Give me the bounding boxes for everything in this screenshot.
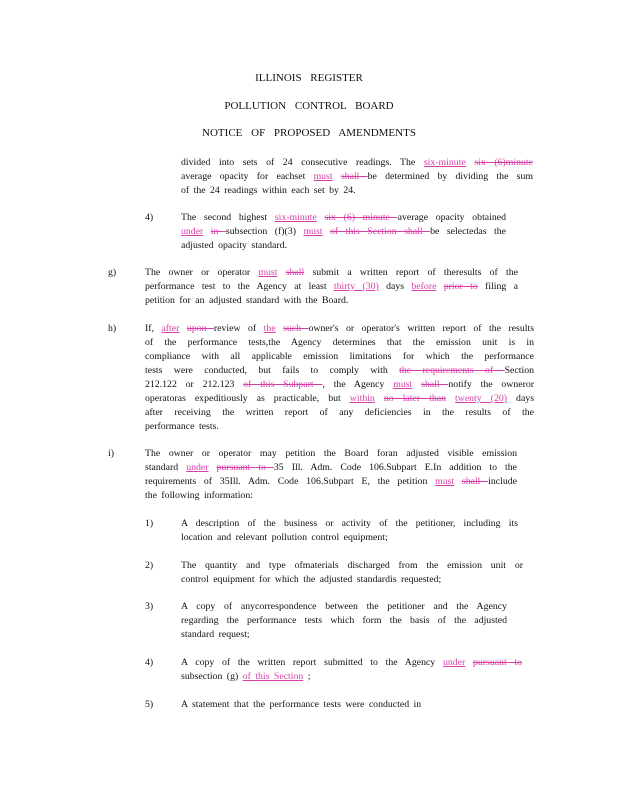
inserted-text: must [393,379,413,390]
deleted-text: shall [421,379,449,390]
subitem-5-label: 5) [145,699,154,710]
text-line: The owner or operator may petition the Board foran adjusted visible emission [145,448,517,459]
text-line: A description of the business or activity of the petitioner, including its [181,518,518,529]
text-line: petition for an adjusted standard with the Board. [145,295,349,306]
text-line: A copy of the written report submitted to the Agency under pursuant to [181,657,523,668]
text-line: control equipment for which the adjusted standardis requested; [181,574,442,585]
text-line: subsection (g) of this Section ; [181,671,311,682]
text-line: The second highest six-minute six (6) minute average opacity obtained [181,212,507,223]
text-line: of the performance tests,the Agency determines that the emission unit is in [145,337,534,348]
inserted-text: under [442,657,466,668]
subitem-3-text [181,600,507,642]
inserted-text: must [303,226,323,237]
text-line: A copy of anycorrespondence between the petitioner and the Agency [181,601,507,612]
text-line: adjusted opacity standard. [181,240,288,251]
text-line: standard under pursuant to 35 Ill. Adm. Code 106.Subpart E.In addition to the [145,462,518,473]
text-line: standard request; [181,629,250,640]
text-line: A statement that the performance tests were conducted in [181,699,422,710]
inserted-text: must [435,476,455,487]
deleted-text: such [283,323,309,334]
subitem-5-text [181,698,481,712]
text-line: regarding the performance tests which form the basis of the adjusted [181,615,507,626]
item-g-label: g) [108,267,117,278]
deleted-text: of this Subpart [243,379,323,390]
deleted-text: six (6) minute [324,212,398,223]
inserted-text: before [411,281,437,292]
subitem-3-label: 3) [145,601,154,612]
item-4-label: 4) [145,212,154,223]
text-line: performance test to the Agency at least thirty (30) days before prior to filing a [145,281,518,292]
item-4-text [181,211,506,253]
text-line: divided into sets of 24 consecutive readings. The six-minute six (6)minute [181,157,534,168]
subitem-1-text [181,517,518,545]
text-line: after receiving the written report of any deficiencies in the results of the [145,407,534,418]
inserted-text: must [258,267,278,278]
item-g-text [145,266,518,308]
item-i-label: i) [108,448,114,459]
inserted-text: under [186,462,209,473]
header-notice: NOTICE OF PROPOSED AMENDMENTS [202,127,416,139]
text-line: If, after upon review of the such owner's or operator's written report of the results [145,323,535,334]
deleted-text: shall [461,476,489,487]
text-line: 212.122 or 212.123 of this Subpart , the Agency must shall notify the owneror [145,379,535,390]
text-line: of the 24 readings within each set by 24. [181,185,356,196]
text-line: average opacity for eachset must shall be determined by dividing the sum [181,171,533,182]
text-line: compliance with all applicable emission limitations for which the performance [145,351,534,362]
text-line: performance tests. [145,421,219,432]
inserted-text: the [263,323,276,334]
deleted-text: six (6)minute [474,157,534,168]
deleted-text: shall [340,171,368,182]
deleted-text: upon [186,323,214,334]
item-i-text [145,447,517,503]
continuation-paragraph [181,156,533,198]
text-line: the following information: [145,490,253,501]
deleted-text: pursuant to [216,462,274,473]
deleted-text: in [210,226,226,237]
inserted-text: must [313,171,333,182]
inserted-text: within [349,393,375,404]
deleted-text: pursuant to [472,657,523,668]
inserted-text: six-minute [274,212,317,223]
inserted-text: under [181,226,204,237]
text-line: tests were conducted, but fails to comply with the requirements of Section [145,365,534,376]
deleted-text: of this Section shall [329,226,431,237]
deleted-text: shall [285,267,305,278]
deleted-text: the requirements of [399,365,505,376]
deleted-text: no later than [383,393,446,404]
subitem-2-text [181,559,523,587]
text-line: under in subsection (f)(3) must of this Section shall be selectedas the [181,226,506,237]
subitem-4-label: 4) [145,657,154,668]
text-line: The quantity and type ofmaterials discharged from the emission unit or [181,560,523,571]
inserted-text: six-minute [423,157,466,168]
header-board: POLLUTION CONTROL BOARD [224,100,394,112]
subitem-4-text [181,656,522,684]
inserted-text: thirty (30) [333,281,379,292]
text-line: The owner or operator must shall submit a written report of theresults of the [145,267,518,278]
subitem-2-label: 2) [145,560,154,571]
item-h-text [145,322,534,434]
header-register: ILLINOIS REGISTER [255,72,363,84]
inserted-text: after [161,323,180,334]
text-line: location and relevant pollution control equipment; [181,532,388,543]
item-h-label: h) [108,323,117,334]
deleted-text: prior to [443,281,478,292]
text-line: operatoras expeditiously as practicable, but within no later than twenty (20) days [145,393,535,404]
inserted-text: of this Section [242,671,304,682]
text-line: requirements of 35Ill. Adm. Code 106.Subpart E, the petition must shall include [145,476,517,487]
inserted-text: twenty (20) [455,393,508,404]
subitem-1-label: 1) [145,518,154,529]
